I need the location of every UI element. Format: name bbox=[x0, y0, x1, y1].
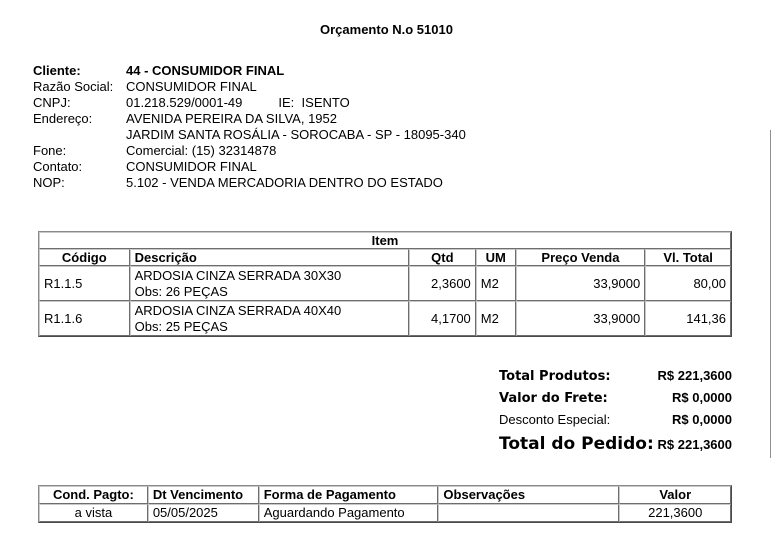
item-obs: Obs: 25 PEÇAS bbox=[134, 318, 228, 334]
header-total: Vl. Total bbox=[645, 249, 731, 266]
ie-label: IE: bbox=[278, 95, 295, 110]
total-pedido-value: R$ 221,3600 bbox=[657, 437, 732, 452]
header-um: UM bbox=[476, 249, 516, 266]
header-codigo: Código bbox=[39, 249, 130, 266]
header-forma-pagamento: Forma de Pagamento bbox=[259, 486, 439, 504]
razao-row bbox=[33, 79, 466, 95]
payment-table bbox=[38, 485, 732, 523]
item-description: ARDOSIA CINZA SERRADA 40X40 bbox=[134, 302, 342, 318]
header-valor: Valor bbox=[619, 486, 731, 504]
header-descricao: Descrição bbox=[130, 249, 409, 266]
header-cond-pagto: Cond. Pagto: bbox=[39, 486, 148, 504]
payment-header-row bbox=[39, 486, 731, 504]
total-pedido-label: Total do Pedido: bbox=[499, 434, 654, 454]
items-header-row bbox=[39, 249, 731, 266]
table-row bbox=[39, 504, 731, 522]
cell-total: 80,00 bbox=[645, 266, 731, 301]
header-qtd: Qtd bbox=[409, 249, 476, 266]
cell-vencimento: 05/05/2025 bbox=[148, 504, 259, 522]
desconto-row bbox=[499, 409, 732, 431]
item-description: ARDOSIA CINZA SERRADA 30X30 bbox=[134, 267, 342, 283]
item-obs: Obs: 26 PEÇAS bbox=[134, 283, 228, 299]
document-title: Orçamento N.o 51010 bbox=[320, 22, 453, 37]
cell-descricao bbox=[130, 266, 409, 301]
client-info bbox=[33, 63, 466, 191]
cell-cond-pagto: a vista bbox=[39, 504, 148, 522]
header-observacoes: Observações bbox=[438, 486, 619, 504]
ie-value: ISENTO bbox=[301, 95, 350, 110]
total-produtos-label: Total Produtos: bbox=[499, 369, 611, 384]
total-pedido-row bbox=[499, 431, 732, 457]
cnpj-row bbox=[33, 95, 466, 111]
client-row bbox=[33, 63, 466, 79]
cnpj-number: 01.218.529/0001-49 bbox=[126, 95, 243, 110]
cell-um: M2 bbox=[476, 266, 516, 301]
items-table bbox=[38, 231, 732, 337]
cliente-value: 44 - CONSUMIDOR FINAL bbox=[126, 63, 285, 78]
endereco-row-2 bbox=[33, 127, 466, 143]
cell-qtd: 2,3600 bbox=[409, 266, 476, 301]
cell-codigo: R1.1.5 bbox=[39, 266, 130, 301]
items-group-header: Item bbox=[39, 232, 731, 249]
header-vencimento: Dt Vencimento bbox=[148, 486, 259, 504]
items-group-header-row bbox=[39, 232, 731, 249]
cnpj-value bbox=[126, 95, 350, 111]
endereco-label: Endereço: bbox=[33, 111, 93, 126]
cell-total: 141,36 bbox=[645, 301, 731, 336]
desconto-value: R$ 0,0000 bbox=[672, 412, 732, 427]
totals-block bbox=[499, 365, 732, 457]
valor-frete-value: R$ 0,0000 bbox=[672, 390, 732, 405]
endereco-line2: JARDIM SANTA ROSÁLIA - SOROCABA - SP - 18095-340 bbox=[126, 127, 466, 142]
razao-label: Razão Social: bbox=[33, 79, 114, 94]
page-edge-divider bbox=[770, 130, 771, 458]
total-produtos-value: R$ 221,3600 bbox=[657, 368, 732, 383]
valor-frete-row bbox=[499, 387, 732, 409]
cell-preco: 33,9000 bbox=[516, 301, 646, 336]
cell-observacoes bbox=[438, 504, 619, 522]
total-produtos-row bbox=[499, 365, 732, 387]
cell-codigo: R1.1.6 bbox=[39, 301, 130, 336]
nop-value: 5.102 - VENDA MERCADORIA DENTRO DO ESTADO bbox=[126, 175, 443, 190]
cell-um: M2 bbox=[476, 301, 516, 336]
cliente-label: Cliente: bbox=[33, 63, 81, 78]
cell-descricao bbox=[130, 301, 409, 336]
endereco-line1: AVENIDA PEREIRA DA SILVA, 1952 bbox=[126, 111, 337, 126]
table-row bbox=[39, 301, 731, 336]
contato-row bbox=[33, 159, 466, 175]
fone-label: Fone: bbox=[33, 143, 67, 158]
cell-preco: 33,9000 bbox=[516, 266, 646, 301]
contato-label: Contato: bbox=[33, 159, 83, 174]
endereco-row bbox=[33, 111, 466, 127]
valor-frete-label: Valor do Frete: bbox=[499, 391, 608, 406]
table-row bbox=[39, 266, 731, 301]
header-preco: Preço Venda bbox=[516, 249, 646, 266]
nop-label: NOP: bbox=[33, 175, 65, 190]
nop-row bbox=[33, 175, 466, 191]
razao-value: CONSUMIDOR FINAL bbox=[126, 79, 257, 94]
cell-forma-pagamento: Aguardando Pagamento bbox=[259, 504, 439, 522]
cnpj-label: CNPJ: bbox=[33, 95, 71, 110]
contato-value: CONSUMIDOR FINAL bbox=[126, 159, 257, 174]
desconto-label: Desconto Especial: bbox=[499, 412, 611, 427]
fone-row bbox=[33, 143, 466, 159]
cell-qtd: 4,1700 bbox=[409, 301, 476, 336]
cell-valor: 221,3600 bbox=[619, 504, 731, 522]
fone-value: Comercial: (15) 32314878 bbox=[126, 143, 277, 158]
